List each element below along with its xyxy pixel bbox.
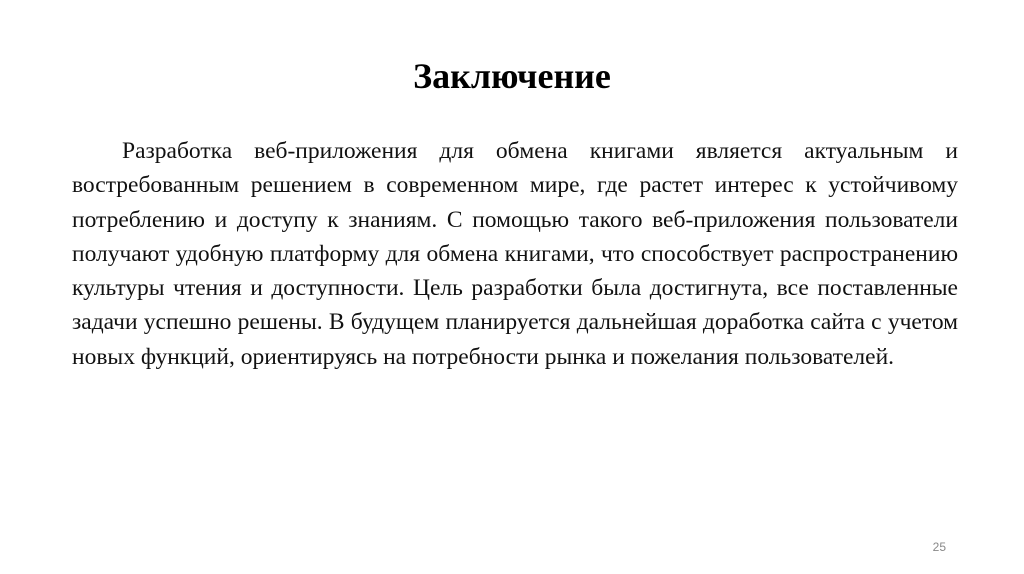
slide-body-paragraph: Разработка веб-приложения для обмена книгами является актуальным и востребованным решением в современном мире, где растет интерес к устойчивому потреблению и доступу к знаниям. С помощью такого веб-приложения пользователи получают удобную платформу для обмена книгами, что способствует распространению культуры чтения и доступности. Цель разработки была достигнута, все поставленные задачи успешно решены. В будущем планируется дальнейшая доработка сайта с учетом новых функций, ориентируясь на потребности рынка и пожелания пользователей. — [72, 138, 958, 370]
slide-number: 25 — [932, 540, 946, 554]
slide-title: Заключение — [413, 56, 611, 96]
